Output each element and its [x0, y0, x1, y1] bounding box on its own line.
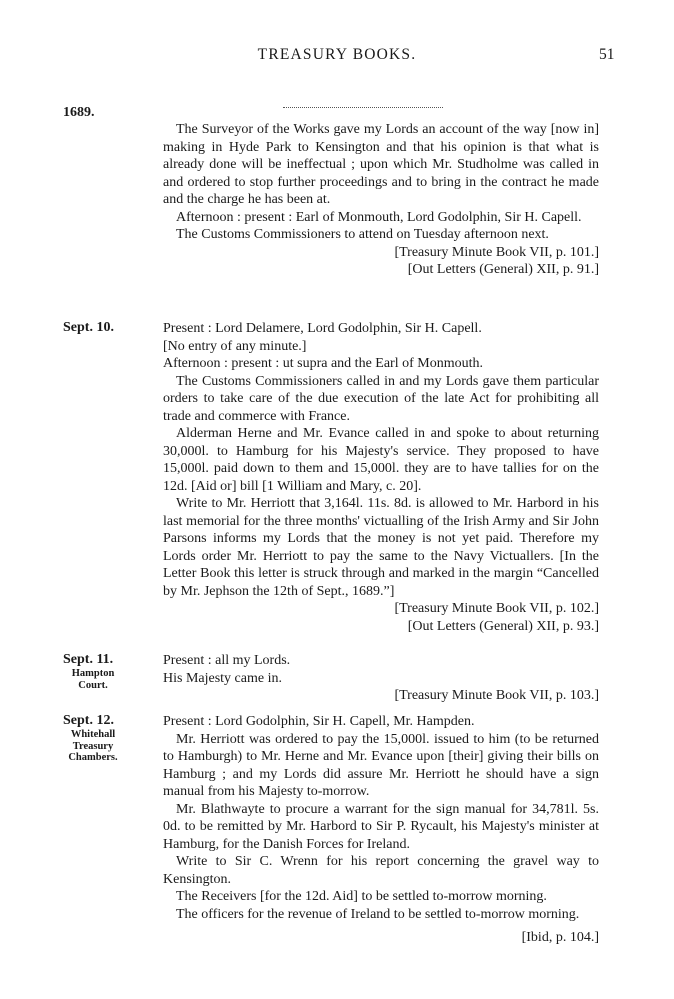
reference: [Treasury Minute Book VII, p. 103.]	[394, 688, 599, 703]
entry-date: Sept. 12.	[63, 713, 114, 728]
entry-sept-10	[163, 320, 599, 635]
entry-sept-12	[163, 713, 599, 947]
entry-date: Sept. 10.	[63, 320, 114, 335]
paragraph: Present : Lord Godolphin, Sir H. Capell, Mr. Hampden.	[163, 714, 475, 729]
paragraph: Afternoon : present : ut supra and the Earl of Monmouth.	[163, 356, 483, 371]
margin-note-sept-11	[63, 652, 143, 691]
paragraph: The officers for the revenue of Ireland to be settled to-morrow morning.	[176, 906, 580, 922]
reference: [Out Letters (General) XII, p. 93.]	[407, 618, 599, 634]
paragraph: His Majesty came in.	[163, 670, 282, 686]
paragraph: The Surveyor of the Works gave my Lords an account of the way [now in] making in Hyde Park to Kensington and that his opinion is that what is already done will be ineffectual ; upon which Mr. Studholme was called in and ordered to stop further proceedings and to bring in the contract he made and the charge he has been at.	[163, 122, 599, 207]
paragraph: Mr. Blathwayte to procure a warrant for the sign manual for 34,781l. 5s. 0d. to be remitted by Mr. Harbord to Sir P. Rycault, his Majesty's minister at Hamburg, for the Danish Forces for Ireland.	[163, 801, 599, 852]
entry-sept-11	[163, 652, 599, 705]
year-label: 1689.	[63, 105, 95, 120]
paragraph: Alderman Herne and Mr. Evance called in and spoke to about returning 30,000l. to Hamburg for his Majesty's service. They proposed to have 15,000l. paid down to them and 15,000l. they are to have tallies for on the 12d. [Aid or] bill [1 William and Mary, c. 20].	[163, 426, 599, 494]
entry-place: Whitehall Treasury Chambers.	[68, 729, 118, 763]
paragraph: [No entry of any minute.]	[163, 338, 307, 354]
margin-note-sept-12	[63, 713, 143, 764]
margin-note-sept-10	[63, 320, 143, 336]
entry-intro	[163, 121, 599, 279]
paragraph: Write to Sir C. Wrenn for his report concerning the gravel way to Kensington.	[163, 854, 599, 887]
paragraph: The Customs Commissioners to attend on Tuesday afternoon next.	[176, 227, 549, 242]
entry-date: Sept. 11.	[63, 652, 114, 667]
header-rule	[283, 107, 443, 108]
paragraph: Present : Lord Delamere, Lord Godolphin, Sir H. Capell.	[163, 321, 482, 336]
reference: [Treasury Minute Book VII, p. 102.]	[394, 601, 599, 616]
paragraph: Mr. Herriott was ordered to pay the 15,000l. issued to him (to be returned to Hamburgh) to Mr. Herne and Mr. Evance upon [their] giving their bills on Hamburg ; and my Lords did assure Mr. Herriott he should have a sign manual from his Majesty to-morrow.	[163, 731, 599, 799]
paragraph: The Customs Commissioners called in and my Lords gave them particular orders to take care of the due execution of the late Act for prohibiting all trade and commerce with France.	[163, 373, 599, 424]
paragraph: Afternoon : present : Earl of Monmouth, Lord Godolphin, Sir H. Capell.	[176, 209, 582, 225]
paragraph: Write to Mr. Herriott that 3,164l. 11s. 8d. is allowed to Mr. Harbord in his last memorial for the three months' victualling of the Irish Army and Sir John Parsons informs my Lords that the money is not yet paid. Therefore my Lords order Mr. Herriott to pay the same to the Navy Victuallers. [In the Letter Book this letter is struck through and marked in the margin “Cancelled by Mr. Jephson the 12th of Sept., 1689.”]	[163, 496, 599, 599]
reference: [Out Letters (General) XII, p. 91.]	[407, 262, 599, 277]
paragraph: The Receivers [for the 12d. Aid] to be settled to-morrow morning.	[176, 889, 547, 904]
entry-place: Hampton Court.	[71, 668, 115, 691]
page-number: 51	[599, 46, 615, 63]
paragraph: Present : all my Lords.	[163, 653, 291, 668]
reference: [Ibid, p. 104.]	[521, 930, 599, 945]
reference: [Treasury Minute Book VII, p. 101.]	[394, 244, 599, 260]
page-header-title: TREASURY BOOKS.	[257, 46, 417, 63]
